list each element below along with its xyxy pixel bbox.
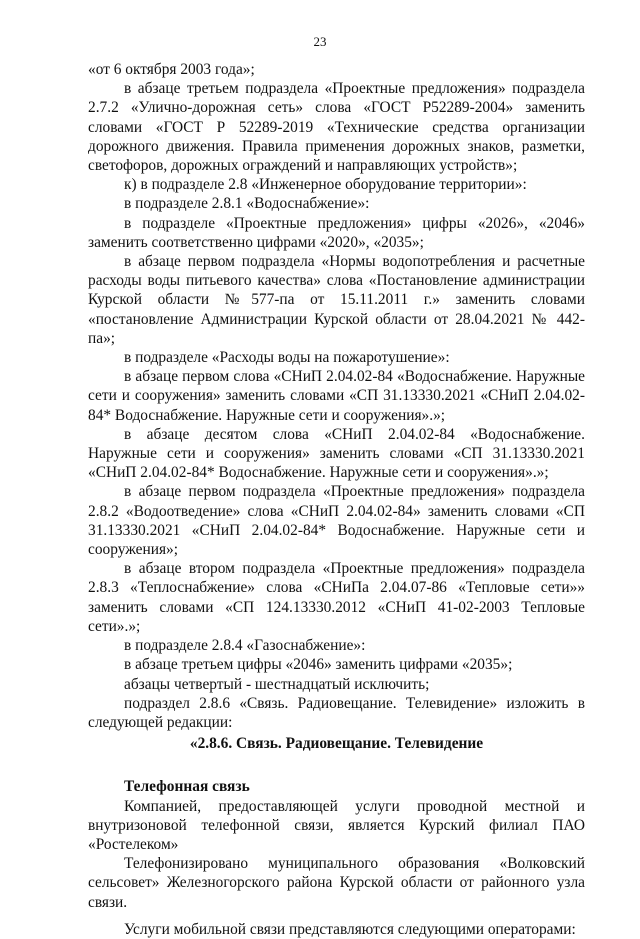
paragraph: в абзаце первом слова «СНиП 2.04.02-84 «Водоснабжение. Наружные сети и сооружения» заменить словами «СП 31.13330.2021 «СНиП 2.04.02-84* Водоснабжение. Наружные сети и сооружения».»; — [88, 368, 585, 424]
paragraph: «от 6 октября 2003 года»; — [88, 61, 255, 78]
paragraph: подраздел 2.8.6 «Связь. Радиовещание. Телевидение» изложить в следующей редакции: — [88, 694, 585, 731]
paragraph: абзацы четвертый - шестнадцатый исключить; — [124, 675, 430, 693]
document-body — [88, 60, 585, 939]
page-number: 23 — [313, 34, 327, 49]
paragraph: в подразделе 2.8.1 «Водоснабжение»: — [124, 195, 370, 213]
paragraph: в абзаце первом подраздела «Проектные предложения» подраздела 2.8.2 «Водоотведение» слова «СНиП 2.04.02-84» заменить словами «СП 31.13330.2021 «СНиП 2.04.02-84* Водоснабжение. Наружные сети и сооружения»; — [88, 483, 585, 559]
paragraph: в подразделе «Расходы воды на пожаротушение»: — [124, 349, 450, 367]
paragraph: в абзаце третьем цифры «2046» заменить цифрами «2035»; — [124, 656, 513, 674]
paragraph: Услуги мобильной связи представляются следующими операторами: — [124, 920, 576, 938]
paragraph: в абзаце десятом слова «СНиП 2.04.02-84 «Водоснабжение. Наружные сети и сооружения» заменить словами «СП 31.13330.2021 «СНиП 2.04.02-84* Водоснабжение. Наружные сети и сооружения».»; — [88, 425, 585, 482]
paragraph: Телефонизировано муниципального образования «Волковский сельсовет» Железногорского района Курской области от районного узла связи. — [88, 855, 585, 911]
paragraph: в подразделе «Проектные предложения» цифры «2026», «2046» заменить соответственно цифрами «2020», «2035»; — [88, 214, 585, 251]
paragraph: к) в подразделе 2.8 «Инженерное оборудование территории»: — [124, 176, 527, 194]
subheading: Телефонная связь — [124, 778, 250, 796]
section-heading: «2.8.6. Связь. Радиовещание. Телевидение — [189, 735, 484, 753]
paragraph: в абзаце втором подраздела «Проектные предложения» подраздела 2.8.3 «Теплоснабжение» слова «СНиПа 2.04.07-86 «Тепловые сети»» заменить словами «СП 124.13330.2012 «СНиП 41-02-2003 Тепловые сети».»; — [88, 560, 585, 635]
paragraph: в абзаце третьем подраздела «Проектные предложения» подраздела 2.7.2 «Улично-дорожная сеть» слова «ГОСТ Р52289-2004» заменить словами «ГОСТ Р 52289-2019 «Технические средства организации дорожного движения. Правила применения дорожных знаков, разметки, светофоров, дорожных ограждений и направляющих устройств»; — [88, 80, 585, 175]
paragraph: в подразделе 2.8.4 «Газоснабжение»: — [124, 637, 366, 655]
paragraph: Компанией, предоставляющей услуги проводной местной и внутризоновой телефонной связи, является Курский филиал ПАО «Ростелеком» — [88, 797, 585, 853]
paragraph: в абзаце первом подраздела «Нормы водопотребления и расчетные расходы воды питьевого качества» слова «Постановление администрации Курской области №577-па от 15.11.2011 г.» заменить словами «постановление Администрации Курской области от 28.04.2021 № 442-па»; — [88, 253, 585, 347]
blank-line — [88, 753, 585, 777]
